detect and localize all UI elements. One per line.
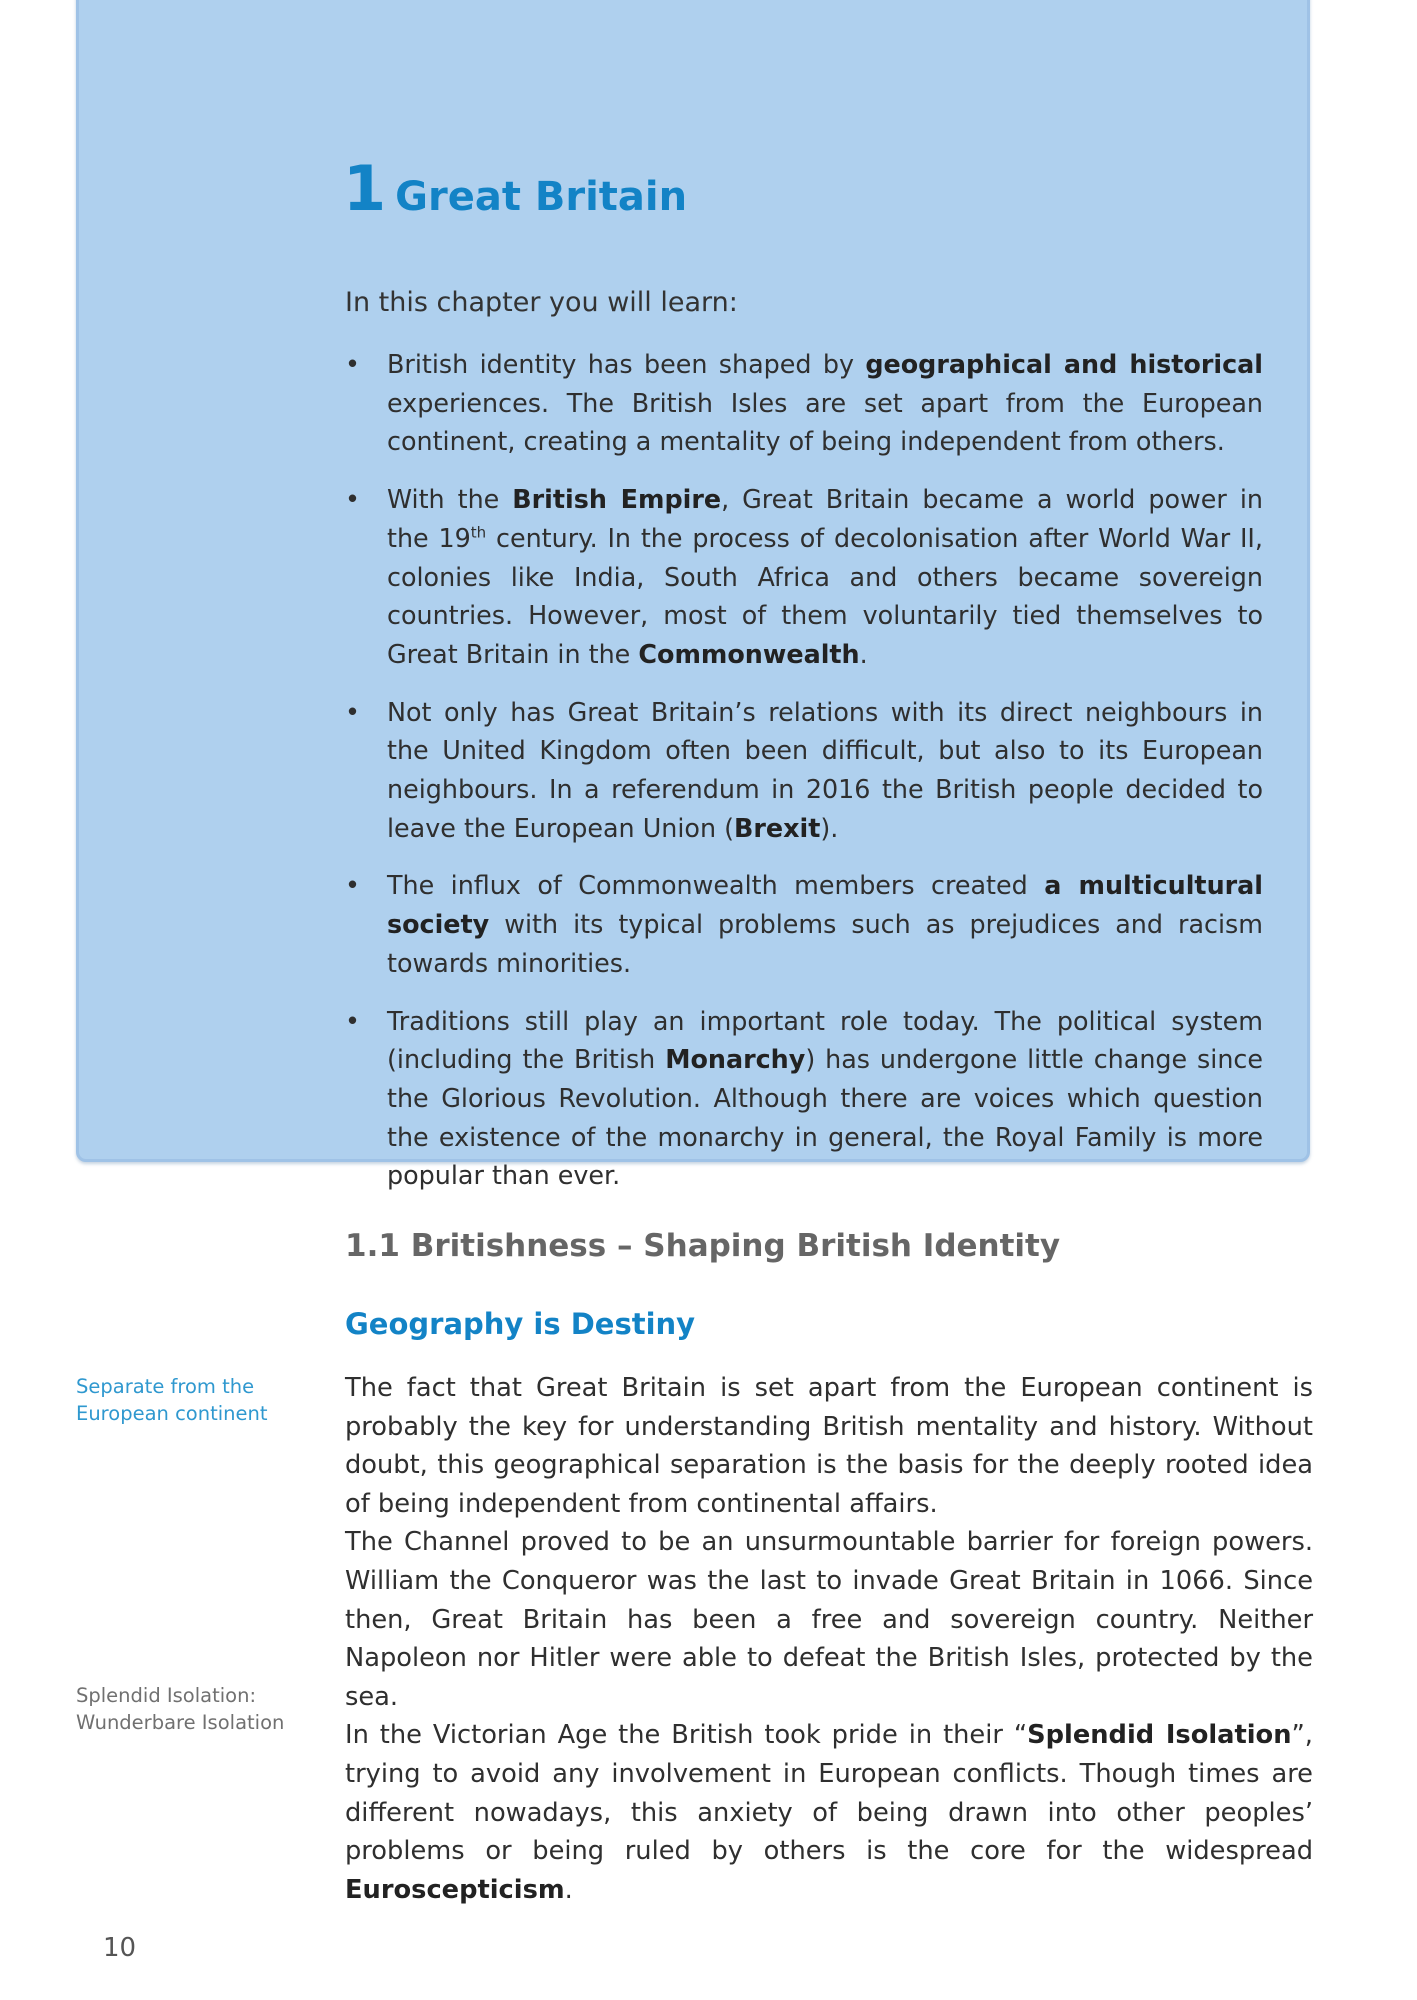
bold-term: Euroscepticism <box>345 1874 565 1905</box>
text-run: ”, trying to avoid any involvement in European conflicts. Though times are different nowadays, this anxiety of being drawn into other peoples’ problems or being ruled by others is the core for the widespread <box>345 1720 1313 1867</box>
chapter-title <box>343 152 688 225</box>
learning-objective-item <box>345 480 1263 674</box>
margin-note-separate <box>76 1373 268 1427</box>
bold-term: Commonwealth <box>638 638 860 669</box>
learning-objectives-list <box>345 345 1263 1195</box>
text-run: ) has undergone little change since the Glorious Revolution. Although there are voices which question the existence of the monarchy in general, the Royal Family is more popular than ever. <box>387 1044 1264 1191</box>
superscript: th <box>470 523 487 542</box>
learning-objective-item <box>345 345 1263 461</box>
text-run: Not only has Great Britain’s relations with its direct neighbours in the United Kingdom often been difficult, but also to its European neighbours. In a referendum in 2016 the British people decided to leave the European Union ( <box>387 696 1263 843</box>
page-number: 10 <box>103 1933 137 1963</box>
learning-objective-item <box>345 866 1263 982</box>
bold-term: Monarchy <box>665 1044 806 1075</box>
margin-note-line: European continent <box>76 1402 268 1425</box>
chapter-name: Great Britain <box>395 174 688 220</box>
margin-note-line: Wunderbare Isolation <box>76 1711 285 1734</box>
text-run: The influx of Commonwealth members created <box>387 870 1045 901</box>
text-run: , Great Britain became a world power in the 19 <box>387 484 1263 553</box>
margin-note-line: Separate from the <box>76 1375 255 1398</box>
text-run: British identity has been shaped by <box>387 349 866 379</box>
text-run: with its typical problems such as prejudices and racism towards minorities. <box>387 909 1263 978</box>
bullet-icon: • <box>345 1005 360 1036</box>
bullet-icon: • <box>345 870 360 901</box>
bold-term: British Empire <box>512 484 722 515</box>
text-run: . <box>564 1874 573 1905</box>
chapter-number: 1 <box>343 152 386 225</box>
body-paragraph <box>345 1369 1313 1909</box>
bold-term: Splendid Isolation <box>1027 1720 1292 1751</box>
margin-note-splendid-isolation <box>76 1682 284 1736</box>
learning-intro: In this chapter you will learn: <box>345 287 738 318</box>
section-title: 1.1 Britishness – Shaping British Identity <box>345 1228 1061 1264</box>
bullet-icon: • <box>345 484 360 515</box>
text-run: Traditions still play an important role today. The political system (including the British <box>387 1005 1263 1075</box>
text-run: The Channel proved to be an unsurmountable barrier for foreign powers. William the Conqueror was the last to invade Great Britain in 1066. Since then, Great Britain has been a free and sovereign country. Neither Napoleon nor Hitler were able to defeat the British Isles, protected by the sea. <box>345 1527 1313 1712</box>
margin-note-line: Splendid Isolation: <box>76 1684 257 1707</box>
text-run: The fact that Great Britain is set apart from the European continent is probably the key for understanding British mentality and history. Without doubt, this geographical separation is the basis for the deeply rooted idea of being independent from continental affairs. <box>345 1373 1313 1519</box>
text-run: In the Victorian Age the British took pride in their “ <box>345 1720 1028 1751</box>
text-run: century. In the process of decolonisation after World War II, colonies like India, South Africa and others became sovereign countries. However, most of them voluntarily tied themselves to Great Britain in the <box>387 522 1263 669</box>
bullet-icon: • <box>345 696 360 727</box>
bold-term: a multicultural society <box>387 870 1264 940</box>
bold-term: geographical and historical <box>865 349 1263 379</box>
learning-objective-item <box>345 693 1263 848</box>
bullet-icon: • <box>345 349 360 379</box>
text-run: . <box>859 638 868 669</box>
text-run: ). <box>820 812 839 843</box>
bold-term: Brexit <box>734 812 821 843</box>
subheading: Geography is Destiny <box>345 1307 696 1341</box>
text-run: experiences. The British Isles are set apart from the European continent, creating a mentality of being independent from others. <box>387 387 1263 457</box>
learning-objective-item <box>345 1002 1263 1196</box>
text-run: With the <box>387 484 513 515</box>
